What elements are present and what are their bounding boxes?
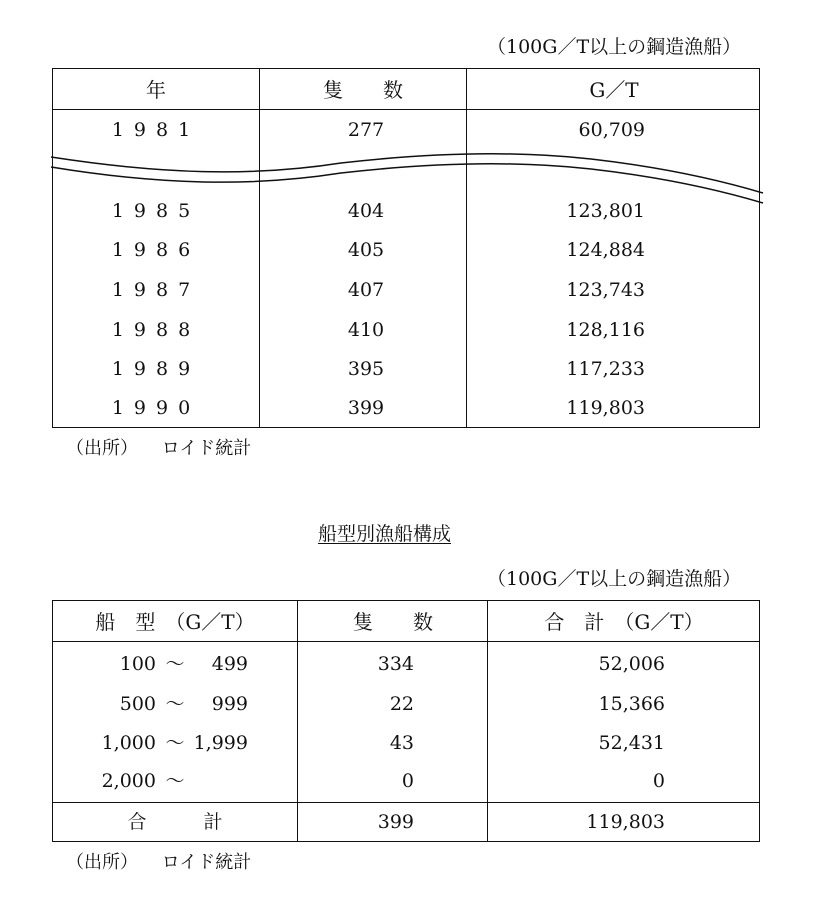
table2-source <box>66 854 251 872</box>
table1-row-gt: 60,709 <box>578 119 645 141</box>
table2-row-tilde: ～ <box>165 732 185 754</box>
table2-row-from: 500 <box>119 693 156 715</box>
table1-row-year: 1981 <box>111 119 201 141</box>
table2 <box>52 600 760 842</box>
table2-title: 船型別漁船構成 <box>318 523 452 545</box>
table2-header-count: 隻 数 <box>353 610 433 634</box>
table2-row-count: 334 <box>377 653 414 675</box>
table2-row-total: 15,366 <box>598 693 665 715</box>
table1-header-count: 隻 数 <box>323 78 403 102</box>
source-name: ロイド統計 <box>161 852 252 873</box>
source-name: ロイド統計 <box>161 438 252 459</box>
table1-row-gt: 123,801 <box>566 200 645 222</box>
table2-sum-total: 119,803 <box>586 811 665 833</box>
table2-row-count: 0 <box>401 770 414 792</box>
table1-row-year: 1989 <box>111 358 201 380</box>
table2-row-total: 0 <box>652 770 665 792</box>
table2-sum-count: 399 <box>377 811 414 833</box>
table2-unit-note: （100G／T以上の鋼造漁船） <box>487 568 742 590</box>
table2-row-count: 22 <box>389 693 414 715</box>
table2-row-to: 1,999 <box>193 732 248 754</box>
table1-row-year: 1986 <box>111 239 201 261</box>
table2-header-total: 合 計 （G／T） <box>544 610 704 634</box>
table2-row-count: 43 <box>389 732 414 754</box>
table1-row-gt: 119,803 <box>566 397 645 419</box>
table1-row-count: 410 <box>347 319 385 341</box>
source-label: （出所） <box>66 852 138 873</box>
table1-row-count: 405 <box>347 239 385 261</box>
table1-row-gt: 123,743 <box>566 279 645 301</box>
table1-row-year: 1988 <box>111 319 201 341</box>
table1-row-count: 407 <box>347 279 385 301</box>
table1-source <box>66 440 251 458</box>
table2-col-divider-1 <box>297 601 298 841</box>
table1-row-gt: 124,884 <box>566 239 645 261</box>
table2-row-to: 999 <box>211 693 248 715</box>
table2-col-divider-2 <box>487 601 488 841</box>
table1-row-count: 277 <box>347 119 385 141</box>
table2-row-from: 1,000 <box>101 732 156 754</box>
table2-sum-divider <box>53 802 759 803</box>
table1-unit-note: （100G／T以上の鋼造漁船） <box>487 36 742 58</box>
table2-header-divider <box>53 641 759 642</box>
table2-row-to: 499 <box>211 653 248 675</box>
table1-row-count: 404 <box>347 200 385 222</box>
source-label: （出所） <box>66 438 138 459</box>
table2-row-from: 2,000 <box>101 770 156 792</box>
table1 <box>52 68 760 428</box>
table2-row-tilde: ～ <box>165 653 185 675</box>
table2-row-tilde: ～ <box>165 693 185 715</box>
table2-row-total: 52,006 <box>598 653 665 675</box>
table2-row-from: 100 <box>119 653 156 675</box>
table1-row-count: 399 <box>347 397 385 419</box>
table1-header-year: 年 <box>146 78 166 102</box>
table1-row-year: 1990 <box>111 397 201 419</box>
table1-row-gt: 128,116 <box>566 319 645 341</box>
table2-header-type: 船 型 （G／T） <box>95 610 255 634</box>
table1-row-count: 395 <box>347 358 385 380</box>
table1-row-gt: 117,233 <box>566 358 645 380</box>
table2-sum-label: 合 計 <box>127 811 223 833</box>
table1-row-year: 1985 <box>111 200 201 222</box>
table2-row-tilde: ～ <box>165 770 185 792</box>
table1-row-year: 1987 <box>111 279 201 301</box>
table2-row-total: 52,431 <box>598 732 665 754</box>
table1-header-gt: G／T <box>589 78 639 102</box>
